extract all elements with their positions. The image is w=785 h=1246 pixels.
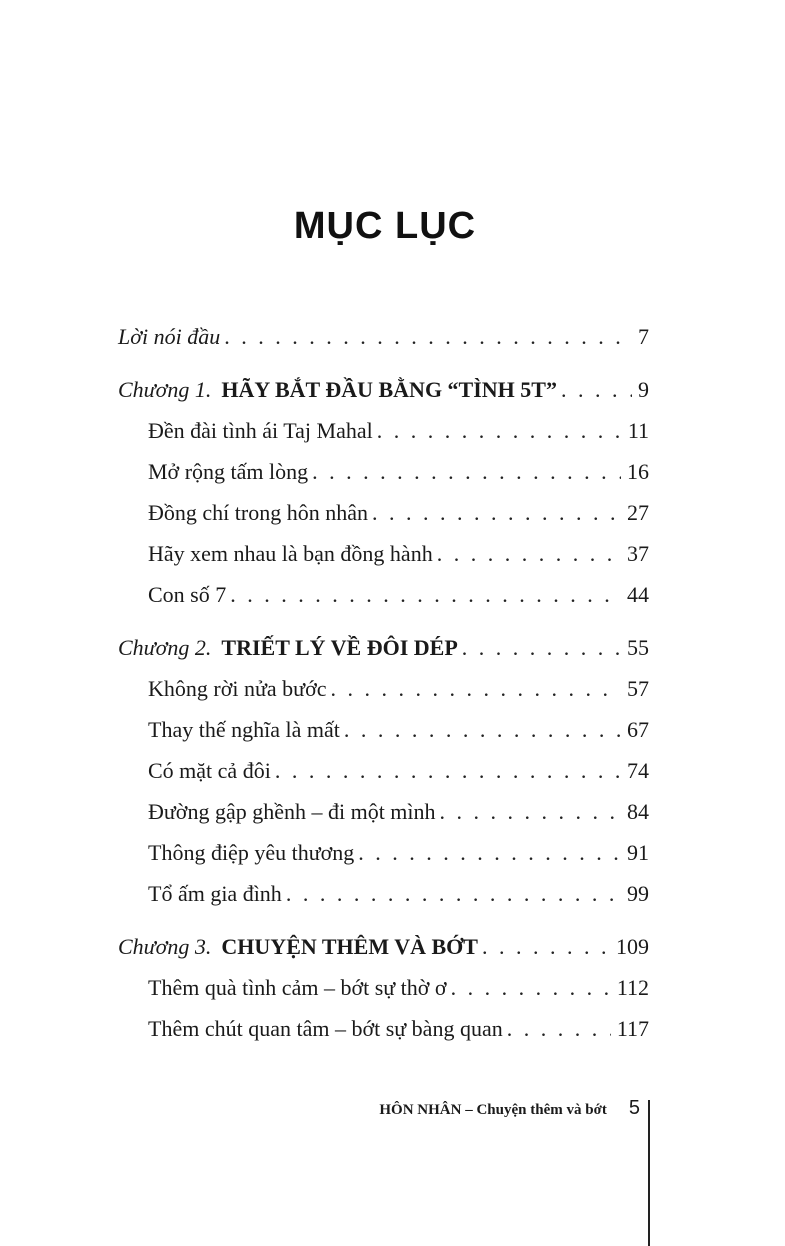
entry-page-number: 27 — [627, 500, 649, 525]
dot-leader — [344, 709, 621, 750]
toc-entry-heading — [118, 369, 557, 410]
toc-entry-heading — [148, 1008, 503, 1049]
entry-title: Thay thế nghĩa là mất — [148, 717, 340, 742]
toc-chapter-entry — [118, 926, 649, 967]
toc-section-entry — [118, 709, 649, 750]
toc-section-entry — [118, 451, 649, 492]
toc-section-entry — [118, 873, 649, 914]
entry-page-number: 16 — [627, 459, 649, 484]
entry-page-number: 7 — [638, 324, 649, 349]
entry-title: Thông điệp yêu thương — [148, 840, 355, 865]
entry-page-number: 9 — [638, 377, 649, 402]
toc-section-entry — [118, 533, 649, 574]
entry-title: Không rời nửa bước — [148, 676, 327, 701]
footer-vertical-rule — [648, 1100, 650, 1246]
toc-entry-heading — [148, 451, 308, 492]
entry-page-number: 67 — [627, 717, 649, 742]
toc-section-entry — [118, 791, 649, 832]
entry-page-number: 37 — [627, 541, 649, 566]
dot-leader — [440, 791, 621, 832]
toc-entry-heading — [148, 750, 271, 791]
page-number: 5 — [628, 1097, 640, 1119]
toc-entry — [118, 316, 649, 357]
dot-leader — [462, 627, 621, 668]
toc-chapter-entry — [118, 369, 649, 410]
entry-title: Mở rộng tấm lòng — [148, 459, 309, 484]
toc-entry-heading — [148, 832, 354, 873]
toc-entry-heading — [118, 926, 478, 967]
dot-leader — [372, 492, 621, 533]
entry-page-number: 109 — [616, 934, 649, 959]
toc-entry-heading — [148, 873, 282, 914]
toc-section-entry — [118, 410, 649, 451]
toc-entry-heading — [148, 533, 433, 574]
chapter-number: Chương 2. — [118, 635, 212, 660]
toc-section-entry — [118, 492, 649, 533]
toc-entry-heading — [148, 791, 436, 832]
dot-leader — [507, 1008, 611, 1049]
entry-page-number: 91 — [627, 840, 649, 865]
toc-section-entry — [118, 967, 649, 1008]
toc-section-entry — [118, 574, 649, 615]
entry-title: Hãy xem nhau là bạn đồng hành — [148, 541, 433, 566]
entry-title: Thêm quà tình cảm – bớt sự thờ ơ — [148, 975, 447, 1000]
toc-entry-heading — [148, 709, 340, 750]
dot-leader — [437, 533, 621, 574]
entry-title: Đền đài tình ái Taj Mahal — [148, 418, 373, 443]
dot-leader — [275, 750, 621, 791]
entry-title: Con số 7 — [148, 582, 227, 607]
toc-entry-heading — [118, 627, 458, 668]
entry-page-number: 112 — [616, 975, 649, 1000]
chapter-title: CHUYỆN THÊM VÀ BỚT — [221, 934, 478, 959]
entry-page-number: 74 — [627, 758, 649, 783]
page-title: MỤC LỤC — [293, 205, 477, 247]
toc-section-entry — [118, 1008, 649, 1049]
toc-section-entry — [118, 832, 649, 873]
dot-leader — [482, 926, 610, 967]
entry-page-number: 57 — [627, 676, 649, 701]
table-of-contents — [118, 316, 649, 1049]
dot-leader — [330, 668, 621, 709]
dot-leader — [224, 316, 632, 357]
toc-entry-heading — [148, 410, 373, 451]
entry-title: Tổ ấm gia đình — [148, 881, 282, 906]
dot-leader — [561, 369, 632, 410]
entry-title: Đồng chí trong hôn nhân — [148, 500, 368, 525]
running-head: HÔN NHÂN – Chuyện thêm và bớt — [379, 1102, 607, 1118]
dot-leader — [286, 873, 621, 914]
entry-page-number: 44 — [627, 582, 649, 607]
dot-leader — [377, 410, 622, 451]
page-footer — [300, 1097, 640, 1120]
entry-page-number: 99 — [627, 881, 649, 906]
dot-leader — [358, 832, 621, 873]
toc-section-entry — [118, 668, 649, 709]
entry-page-number: 84 — [627, 799, 649, 824]
toc-entry-heading — [148, 668, 326, 709]
entry-page-number: 117 — [616, 1016, 649, 1041]
dot-leader — [451, 967, 611, 1008]
entry-title: Đường gập ghềnh – đi một mình — [148, 799, 436, 824]
dot-leader — [230, 574, 621, 615]
chapter-title: HÃY BẮT ĐẦU BẰNG “TÌNH 5T” — [221, 377, 557, 402]
dot-leader — [312, 451, 621, 492]
chapter-number: Chương 3. — [118, 934, 212, 959]
toc-entry-heading — [118, 316, 220, 357]
entry-title: Thêm chút quan tâm – bớt sự bàng quan — [148, 1016, 503, 1041]
entry-title: Lời nói đầu — [118, 324, 221, 349]
entry-title: Có mặt cả đôi — [148, 758, 271, 783]
chapter-title: TRIẾT LÝ VỀ ĐÔI DÉP — [221, 635, 458, 660]
toc-section-entry — [118, 750, 649, 791]
toc-entry-heading — [148, 492, 368, 533]
chapter-number: Chương 1. — [118, 377, 212, 402]
entry-page-number: 11 — [627, 418, 649, 443]
entry-page-number: 55 — [627, 635, 649, 660]
toc-entry-heading — [148, 574, 226, 615]
toc-entry-heading — [148, 967, 447, 1008]
toc-chapter-entry — [118, 627, 649, 668]
